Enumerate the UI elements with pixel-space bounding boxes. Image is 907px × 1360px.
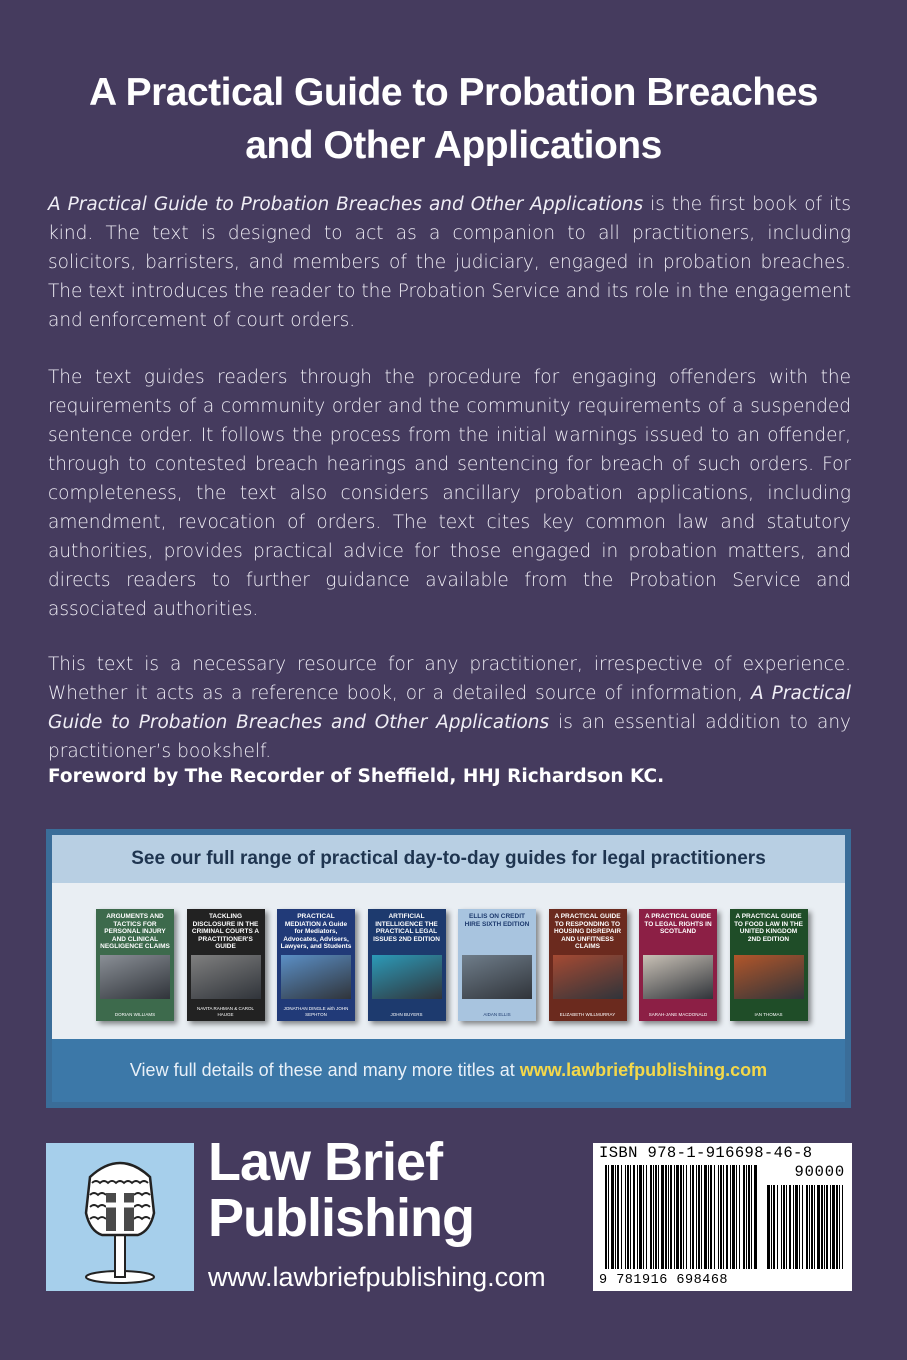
book-title-italic: A Practical Guide to Probation Breaches and Other Applications xyxy=(48,683,851,733)
barcode-bar xyxy=(639,1165,642,1269)
barcode-bar xyxy=(665,1165,667,1269)
barcode-bar xyxy=(748,1165,750,1269)
book-cover-image xyxy=(100,955,170,999)
barcode-bar xyxy=(680,1165,682,1269)
addon-bar xyxy=(814,1185,815,1269)
book-title: TACKLING DISCLOSURE IN THE CRIMINAL COURTS A PRACTITIONER'S GUIDE xyxy=(191,913,260,950)
book-shelf xyxy=(52,883,845,1039)
book-cover[interactable] xyxy=(187,909,265,1021)
publisher-url[interactable]: www.lawbriefpublishing.com xyxy=(208,1262,546,1292)
cover-title xyxy=(40,66,867,172)
barcode-bar xyxy=(746,1165,747,1269)
addon-bar xyxy=(809,1185,810,1269)
addon-bar xyxy=(781,1185,782,1269)
promo-heading: See our full range of practical day-to-day guides for legal practitioners xyxy=(52,835,845,883)
title-line-2: and Other Applications xyxy=(245,124,662,167)
book-author: NAVITA RAHMAN & CAROL HAUGE xyxy=(196,1006,255,1017)
addon-bar xyxy=(817,1185,820,1269)
barcode-bar xyxy=(708,1165,709,1269)
brand-line-1: Law Brief xyxy=(208,1132,443,1192)
book-cover-image xyxy=(643,955,713,999)
ean-digits: 9 781916 698468 xyxy=(599,1273,729,1288)
addon-bar xyxy=(786,1185,787,1269)
barcode-bar xyxy=(743,1165,745,1269)
barcode-bar xyxy=(608,1165,609,1269)
barcode-bar xyxy=(625,1165,626,1269)
barcode-bar xyxy=(714,1165,715,1269)
addon-bar xyxy=(842,1185,843,1269)
addon-bar xyxy=(824,1185,825,1269)
barcode-bar xyxy=(643,1165,644,1269)
barcode-bar xyxy=(704,1165,707,1269)
barcode-bar xyxy=(751,1165,752,1269)
barcode-bar xyxy=(690,1165,691,1269)
barcode-bar xyxy=(754,1165,757,1269)
book-cover-image xyxy=(191,955,261,999)
promo-footer-text: View full details of these and many more titles at xyxy=(129,1060,520,1080)
barcode-bar xyxy=(683,1165,684,1269)
addon-bar xyxy=(767,1185,770,1269)
barcode-bar xyxy=(633,1165,635,1269)
addon-bar xyxy=(839,1185,840,1269)
title-line-1: A Practical Guide to Probation Breaches xyxy=(89,71,818,114)
blurb-paragraph-3 xyxy=(48,650,851,766)
barcode-bar xyxy=(605,1165,607,1269)
barcode-bar xyxy=(627,1165,629,1269)
addon-bar xyxy=(836,1185,838,1269)
book-cover-image xyxy=(462,955,532,999)
book-author: IAN THOMAS xyxy=(754,1011,783,1017)
publisher-brand xyxy=(208,1134,474,1246)
price-code: 90000 xyxy=(794,1163,845,1181)
barcode-bar xyxy=(617,1165,619,1269)
addon-bar xyxy=(832,1185,835,1269)
barcode-bar xyxy=(718,1165,719,1269)
barcode-bar xyxy=(655,1165,657,1269)
book-cover[interactable] xyxy=(277,909,355,1021)
book-author: SARAH-JANE MACDONALD xyxy=(648,1011,708,1017)
promo-footer-url[interactable]: www.lawbriefpublishing.com xyxy=(519,1060,768,1080)
book-title: ELLIS ON CREDIT HIRE SIXTH EDITION xyxy=(464,913,530,928)
barcode-bar xyxy=(736,1165,737,1269)
barcode-bar xyxy=(696,1165,697,1269)
barcode-bar xyxy=(611,1165,614,1269)
book-title: ARGUMENTS AND TACTICS FOR PERSONAL INJURY AND CLINICAL NEGLIGENCE CLAIMS xyxy=(100,913,170,950)
book-cover[interactable] xyxy=(96,909,174,1021)
barcode-bar xyxy=(674,1165,675,1269)
barcode-bar xyxy=(650,1165,652,1269)
barcode-bar xyxy=(710,1165,712,1269)
isbn-barcode xyxy=(593,1143,852,1291)
book-title: A PRACTICAL GUIDE TO FOOD LAW IN THE UNITED KINGDOM 2ND EDITION xyxy=(734,913,803,943)
barcode-bar xyxy=(621,1165,622,1269)
addon-bar xyxy=(783,1185,785,1269)
addon-bar xyxy=(771,1185,772,1269)
publisher-logo xyxy=(46,1143,194,1291)
promo-inner xyxy=(52,835,845,1102)
book-cover[interactable] xyxy=(639,909,717,1021)
book-cover[interactable] xyxy=(368,909,446,1021)
book-cover-image xyxy=(372,955,442,999)
barcode-bar xyxy=(676,1165,679,1269)
foreword-credit: Foreword by The Recorder of Sheffield, HHJ Richardson KC. xyxy=(48,766,665,787)
blurb-paragraph-1 xyxy=(48,190,851,335)
blurb-text: This text is a necessary resource for any practitioner, irrespective of experience. Whether it acts as a reference book, or a detailed source of information, xyxy=(48,654,851,704)
barcode-bar xyxy=(698,1165,700,1269)
book-cover[interactable] xyxy=(549,909,627,1021)
addon-bar xyxy=(789,1185,791,1269)
judge-wig-icon xyxy=(46,1143,194,1291)
book-title-italic: A Practical Guide to Probation Breaches and Other Applications xyxy=(48,194,644,215)
barcode-bar xyxy=(646,1165,647,1269)
barcode-bar xyxy=(730,1165,731,1269)
book-cover[interactable] xyxy=(730,909,808,1021)
book-title: A PRACTICAL GUIDE TO LEGAL RIGHTS IN SCOTLAND xyxy=(644,913,712,935)
book-author: JOHN BUYERS xyxy=(390,1011,423,1017)
barcode-bar xyxy=(739,1165,740,1269)
addon-bar xyxy=(777,1185,778,1269)
book-author: ELIZABETH WILLMURRAY xyxy=(559,1011,616,1017)
barcode-bar xyxy=(686,1165,687,1269)
barcode-bar xyxy=(661,1165,664,1269)
isbn-label: ISBN 978-1-916698-46-8 xyxy=(599,1144,813,1162)
book-author: AIDAN ELLIS xyxy=(483,1011,511,1017)
barcode-bar xyxy=(723,1165,724,1269)
addon-bar xyxy=(795,1185,798,1269)
blurb-paragraph-2: The text guides readers through the procedure for engaging offenders with the requirements of a community order and the community requirements of a suspended sentence order. It follows the process from the initial warnings issued to an offender, through to contested breach hearings and sentencing for breach of such orders. For completeness, the text also considers ancillary probation applications, including amendment, revocation of orders. The text cites key common law and statutory authorities, provides practical advice for those engaged in probation matters, and directs readers to further guidance available from the Probation Service and associated authorities. xyxy=(48,367,851,620)
addon-bar xyxy=(806,1185,808,1269)
addon-bar xyxy=(773,1185,775,1269)
addon-bar xyxy=(830,1185,831,1269)
book-title: ARTIFICIAL INTELLIGENCE THE PRACTICAL LEGAL ISSUES 2ND EDITION xyxy=(373,913,440,943)
addon-bar xyxy=(826,1185,828,1269)
barcode-bar xyxy=(637,1165,638,1269)
barcode-bar xyxy=(658,1165,659,1269)
barcode-bar xyxy=(701,1165,702,1269)
barcode-bar xyxy=(670,1165,672,1269)
barcode-bar xyxy=(720,1165,722,1269)
book-cover-image xyxy=(553,955,623,999)
book-cover-image xyxy=(281,955,351,999)
book-title: A PRACTICAL GUIDE TO RESPONDING TO HOUSING DISREPAIR AND UNFITNESS CLAIMS xyxy=(553,913,622,950)
promo-footer xyxy=(52,1039,845,1102)
addon-bar xyxy=(821,1185,823,1269)
book-author: DORIAN WILLIAMS xyxy=(114,1011,156,1017)
barcode-bar xyxy=(653,1165,654,1269)
book-cover[interactable] xyxy=(458,909,536,1021)
barcode-bar xyxy=(630,1165,631,1269)
promo-panel xyxy=(46,829,851,1108)
barcode-bar xyxy=(726,1165,728,1269)
barcode-bar xyxy=(732,1165,735,1269)
addon-bar xyxy=(811,1185,813,1269)
barcode-bars xyxy=(593,1143,852,1291)
blurb-text: is an essential addition to any practitioner’s bookshelf. xyxy=(48,712,851,762)
blurb-text: is the first book of its kind. The text is designed to act as a companion to all practitioners, including solicitors, barristers, and members of the judiciary, engaged in probation breaches. The text introduces the reader to the Probation Service and its role in the engagement and enforcement of court orders. xyxy=(48,194,851,331)
barcode-bar xyxy=(692,1165,694,1269)
book-cover-image xyxy=(734,955,804,999)
barcode-bar xyxy=(668,1165,669,1269)
book-author: JONATHAN DINGLE with JOHN SEPHTON xyxy=(283,1006,349,1017)
book-title: PRACTICAL MEDIATION A Guide for Mediators, Advocates, Advisers, Lawyers, and Students xyxy=(280,913,352,950)
barcode-bar xyxy=(615,1165,616,1269)
brand-line-2: Publishing xyxy=(208,1188,474,1248)
addon-bar xyxy=(799,1185,800,1269)
addon-bar xyxy=(802,1185,803,1269)
addon-bar xyxy=(793,1185,794,1269)
